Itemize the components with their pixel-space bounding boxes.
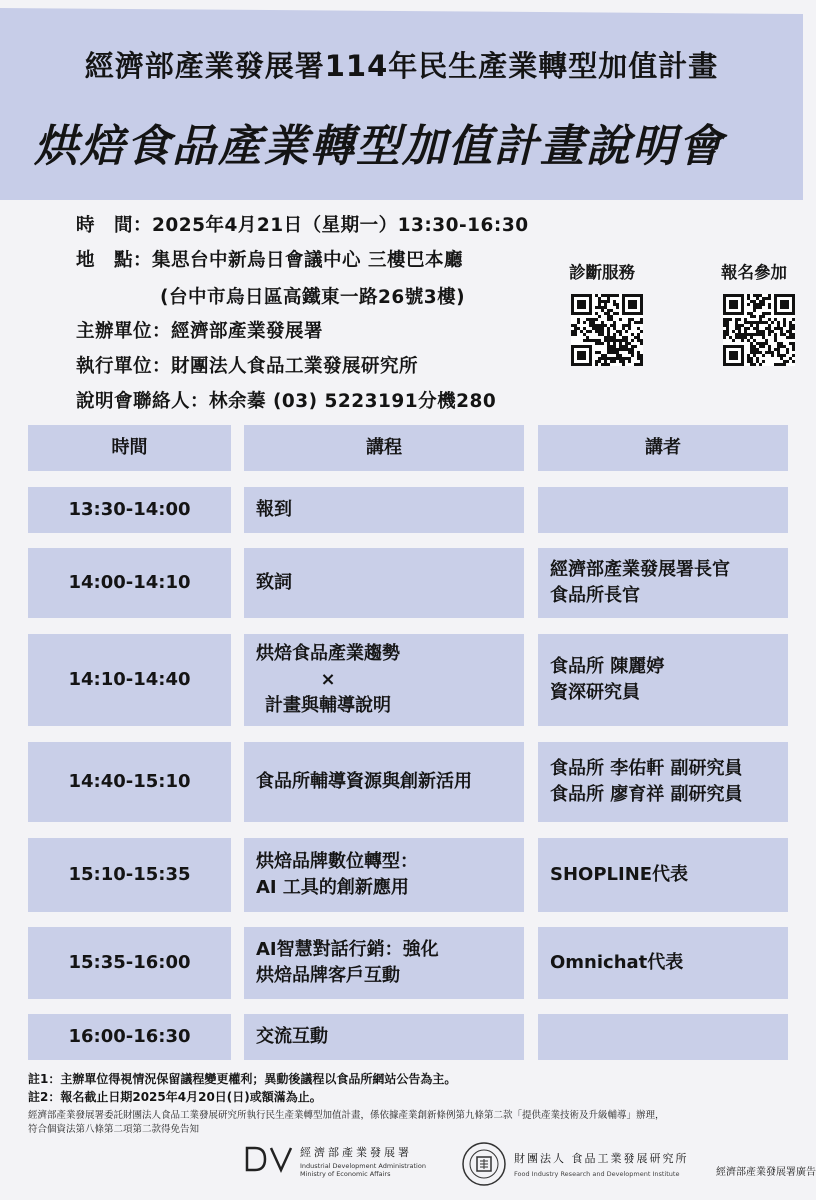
table-row-time: 14:00-14:10 [28,548,231,618]
legal-text-2: 符合個資法第八條第二項第二款得免告知 [28,1124,200,1135]
table-row-speaker: 經濟部產業發展署長官 食品所長官 [538,548,788,618]
table-row-time: 16:00-16:30 [28,1014,231,1060]
register-qr-label: 報名參加 [721,263,787,282]
table-row-time: 14:10-14:40 [28,634,231,726]
table-row-speaker: SHOPLINE代表 [538,838,788,912]
table-header-time: 時間 [28,425,231,471]
ida-logo-english: Industrial Development Administration Ministry of Economic Affairs [300,1162,426,1178]
program-title: 經濟部產業發展署114年民生產業轉型加值計畫 [84,49,719,83]
table-row-topic: AI智慧對話行銷：強化 烘焙品牌客戶互動 [244,927,524,999]
legal-text-1: 經濟部產業發展署委託財團法人食品工業發展研究所執行民生產業轉型加值計畫，係依據產業創新條例第九條第二款「提供產業技術及升級輔導」辦理， [28,1110,665,1121]
firdi-logo-english: Food Industry Research and Development Institute [514,1170,680,1178]
table-row-speaker: Omnichat代表 [538,927,788,999]
firdi-logo-name: 財團法人 食品工業發展研究所 [514,1152,689,1165]
table-row-topic: 食品所輔導資源與創新活用 [244,742,524,822]
ida-logo-name: 經濟部產業發展署 [300,1146,412,1159]
event-location: 地 點：集思台中新烏日會議中心 三樓巴本廳 [76,250,463,271]
table-row-time: 13:30-14:00 [28,487,231,533]
table-row-speaker [538,487,788,533]
event-title: 烘焙食品產業轉型加值計畫說明會 [34,121,724,172]
event-executor: 執行單位：財團法人食品工業發展研究所 [76,356,419,377]
note-2: 註2：報名截止日期2025年4月20日(日)或額滿為止。 [28,1090,322,1104]
event-contact: 說明會聯絡人：林余蓁 (03) 5223191分機280 [76,391,497,412]
event-address: (台中市烏日區高鐵東一路26號3樓) [160,287,466,308]
table-row-topic: 致詞 [244,548,524,618]
table-header-speaker: 講者 [538,425,788,471]
table-row-topic: 報到 [244,487,524,533]
diagnosis-qr-code[interactable] [571,294,643,366]
event-organizer: 主辦單位：經濟部產業發展署 [76,321,324,342]
table-row-topic: 烘焙品牌數位轉型： AI 工具的創新應用 [244,838,524,912]
table-row-topic: 交流互動 [244,1014,524,1060]
ad-label: 經濟部產業發展署廣告 [716,1167,816,1178]
firdi-seal-icon [461,1141,507,1187]
table-header-topic: 講程 [244,425,524,471]
ida-logo-icon [245,1146,293,1172]
table-row-speaker: 食品所 陳麗婷 資深研究員 [538,634,788,726]
table-row-speaker [538,1014,788,1060]
table-row-time: 15:35-16:00 [28,927,231,999]
diagnosis-qr-label: 診斷服務 [569,263,635,282]
table-row-time: 14:40-15:10 [28,742,231,822]
table-row-topic: 烘焙食品產業趨勢 × 計畫與輔導說明 [244,634,524,726]
note-1: 註1：主辦單位得視情況保留議程變更權利；異動後議程以食品所網站公告為主。 [28,1072,457,1086]
event-time: 時 間：2025年4月21日（星期一）13:30-16:30 [76,215,529,236]
register-qr-code[interactable] [723,294,795,366]
table-row-time: 15:10-15:35 [28,838,231,912]
table-row-speaker: 食品所 李佑軒 副研究員 食品所 廖育祥 副研究員 [538,742,788,822]
